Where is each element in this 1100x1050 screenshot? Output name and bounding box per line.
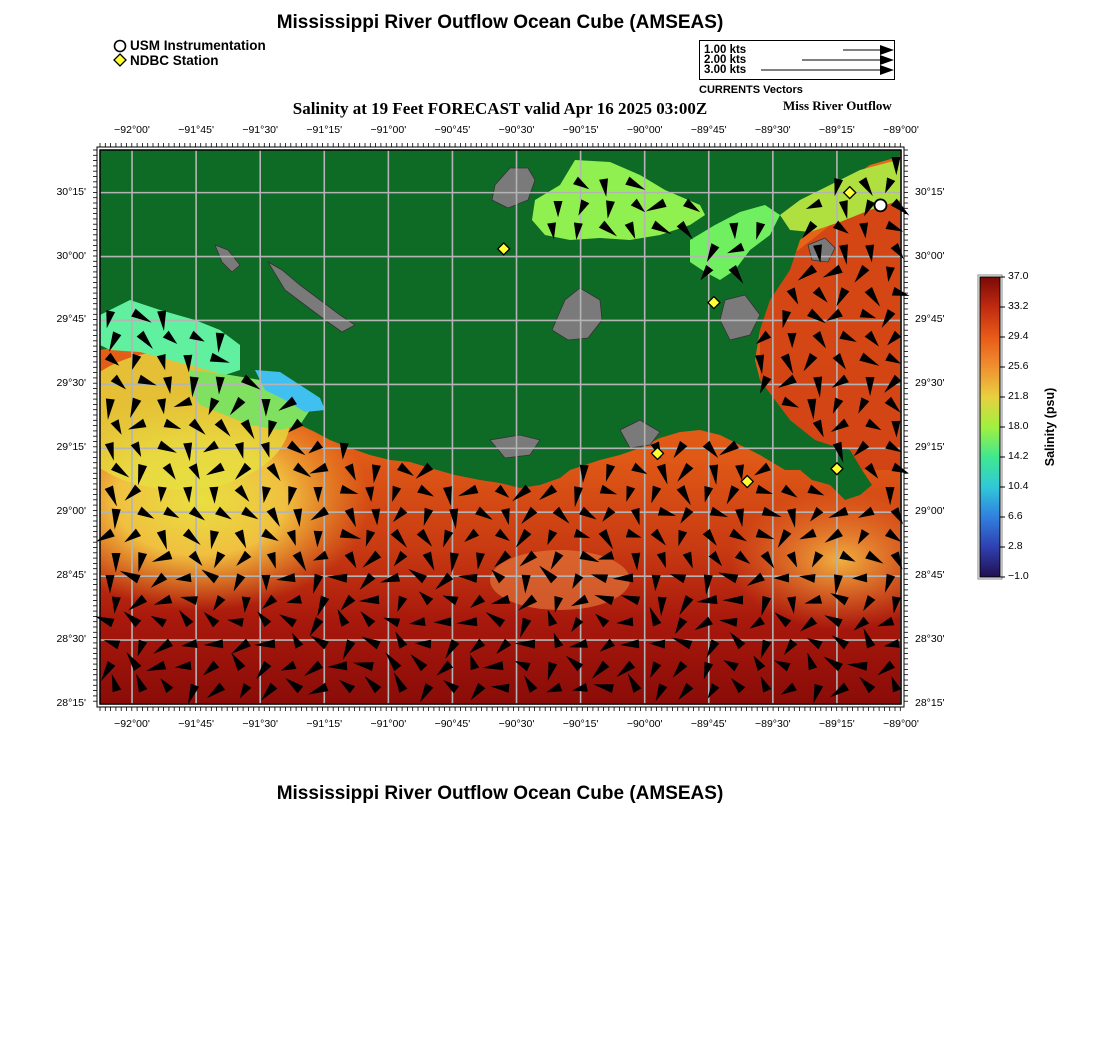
longitude-tick-label: −89°00' — [883, 718, 919, 730]
longitude-tick-label: −90°45' — [434, 718, 471, 730]
colorbar-tick-label: 33.2 — [1008, 300, 1029, 312]
longitude-tick-label: −92°00' — [114, 718, 150, 730]
latitude-tick-label: 29°15' — [56, 441, 86, 454]
region-label: Miss River Outflow — [783, 98, 892, 113]
longitude-tick-label: −91°30' — [242, 718, 279, 730]
longitude-tick-label: −90°30' — [498, 124, 535, 136]
latitude-tick-label: 28°30' — [56, 633, 86, 646]
colorbar-tick-label: 2.8 — [1008, 540, 1023, 552]
longitude-tick-label: −89°30' — [754, 124, 791, 136]
salinity-colorbar — [978, 275, 1005, 579]
longitude-tick-label: −90°30' — [498, 718, 535, 730]
colorbar-tick-label: 29.4 — [1008, 330, 1029, 342]
longitude-tick-label: −91°30' — [242, 124, 279, 136]
longitude-tick-label: −91°15' — [306, 124, 343, 136]
longitude-tick-label: −91°00' — [370, 124, 407, 136]
usm-station-marker — [874, 199, 886, 211]
longitude-tick-label: −91°15' — [306, 718, 343, 730]
colorbar-tick-label: 37.0 — [1008, 270, 1029, 282]
latitude-tick-label: 28°15' — [56, 697, 86, 709]
longitude-tick-label: −92°00' — [114, 124, 150, 136]
latitude-tick-label: 28°45' — [56, 569, 86, 582]
latitude-tick-label: 30°00' — [915, 249, 945, 262]
longitude-tick-label: −89°00' — [883, 124, 919, 136]
latitude-tick-label: 28°30' — [915, 633, 945, 646]
latitude-tick-label: 29°30' — [56, 377, 86, 390]
longitude-tick-label: −89°30' — [754, 718, 791, 730]
latitude-tick-label: 30°00' — [56, 249, 86, 262]
latitude-tick-label: 30°15' — [915, 185, 945, 198]
colorbar-tick-label: 21.8 — [1008, 390, 1029, 402]
vector-key-caption: CURRENTS Vectors — [699, 84, 803, 96]
longitude-tick-label: −91°45' — [178, 718, 214, 730]
vector-key-label-3: 3.00 kts — [704, 64, 747, 76]
page-title-bottom: Mississippi River Outflow Ocean Cube (AMSEAS) — [276, 783, 724, 804]
colorbar-label: Salinity (psu) — [1043, 387, 1057, 467]
longitude-tick-label: −89°15' — [819, 718, 855, 730]
vector-key-label-1: 1.00 kts — [704, 44, 747, 56]
longitude-tick-label: −90°15' — [562, 124, 599, 136]
page-title: Mississippi River Outflow Ocean Cube (AMSEAS) — [276, 12, 724, 33]
colorbar-tick-label: 6.6 — [1008, 510, 1023, 522]
ndbc-legend-label: NDBC Station — [130, 53, 219, 68]
longitude-tick-label: −91°45' — [178, 124, 214, 136]
map-subtitle: Salinity at 19 Feet FORECAST valid Apr 16 2025 03:00Z — [292, 99, 708, 118]
latitude-tick-label: 28°45' — [915, 569, 945, 582]
longitude-tick-label: −89°45' — [690, 124, 727, 136]
longitude-tick-label: −89°15' — [819, 124, 855, 136]
colorbar-tick-label: 14.2 — [1008, 450, 1029, 462]
colorbar-tick-label: −1.0 — [1008, 570, 1029, 582]
colorbar-tick-label: 25.6 — [1008, 360, 1029, 372]
latitude-tick-label: 28°15' — [915, 697, 945, 709]
colorbar-tick-label: 18.0 — [1008, 420, 1029, 432]
longitude-tick-label: −91°00' — [370, 718, 407, 730]
latitude-tick-label: 29°00' — [915, 505, 945, 518]
usm-legend-label: USM Instrumentation — [130, 38, 266, 53]
longitude-tick-label: −90°15' — [562, 718, 599, 730]
latitude-tick-label: 29°00' — [56, 505, 86, 518]
latitude-tick-label: 29°45' — [915, 313, 945, 326]
longitude-tick-label: −90°00' — [626, 124, 663, 136]
longitude-tick-label: −89°45' — [690, 718, 727, 730]
latitude-tick-label: 29°45' — [56, 313, 86, 326]
latitude-tick-label: 29°30' — [915, 377, 945, 390]
longitude-tick-label: −90°45' — [434, 124, 471, 136]
colorbar-tick-label: 10.4 — [1008, 480, 1029, 492]
longitude-tick-label: −90°00' — [626, 718, 663, 730]
latitude-tick-label: 29°15' — [915, 441, 945, 454]
vector-key-label-2: 2.00 kts — [704, 54, 747, 66]
latitude-tick-label: 30°15' — [56, 185, 86, 198]
